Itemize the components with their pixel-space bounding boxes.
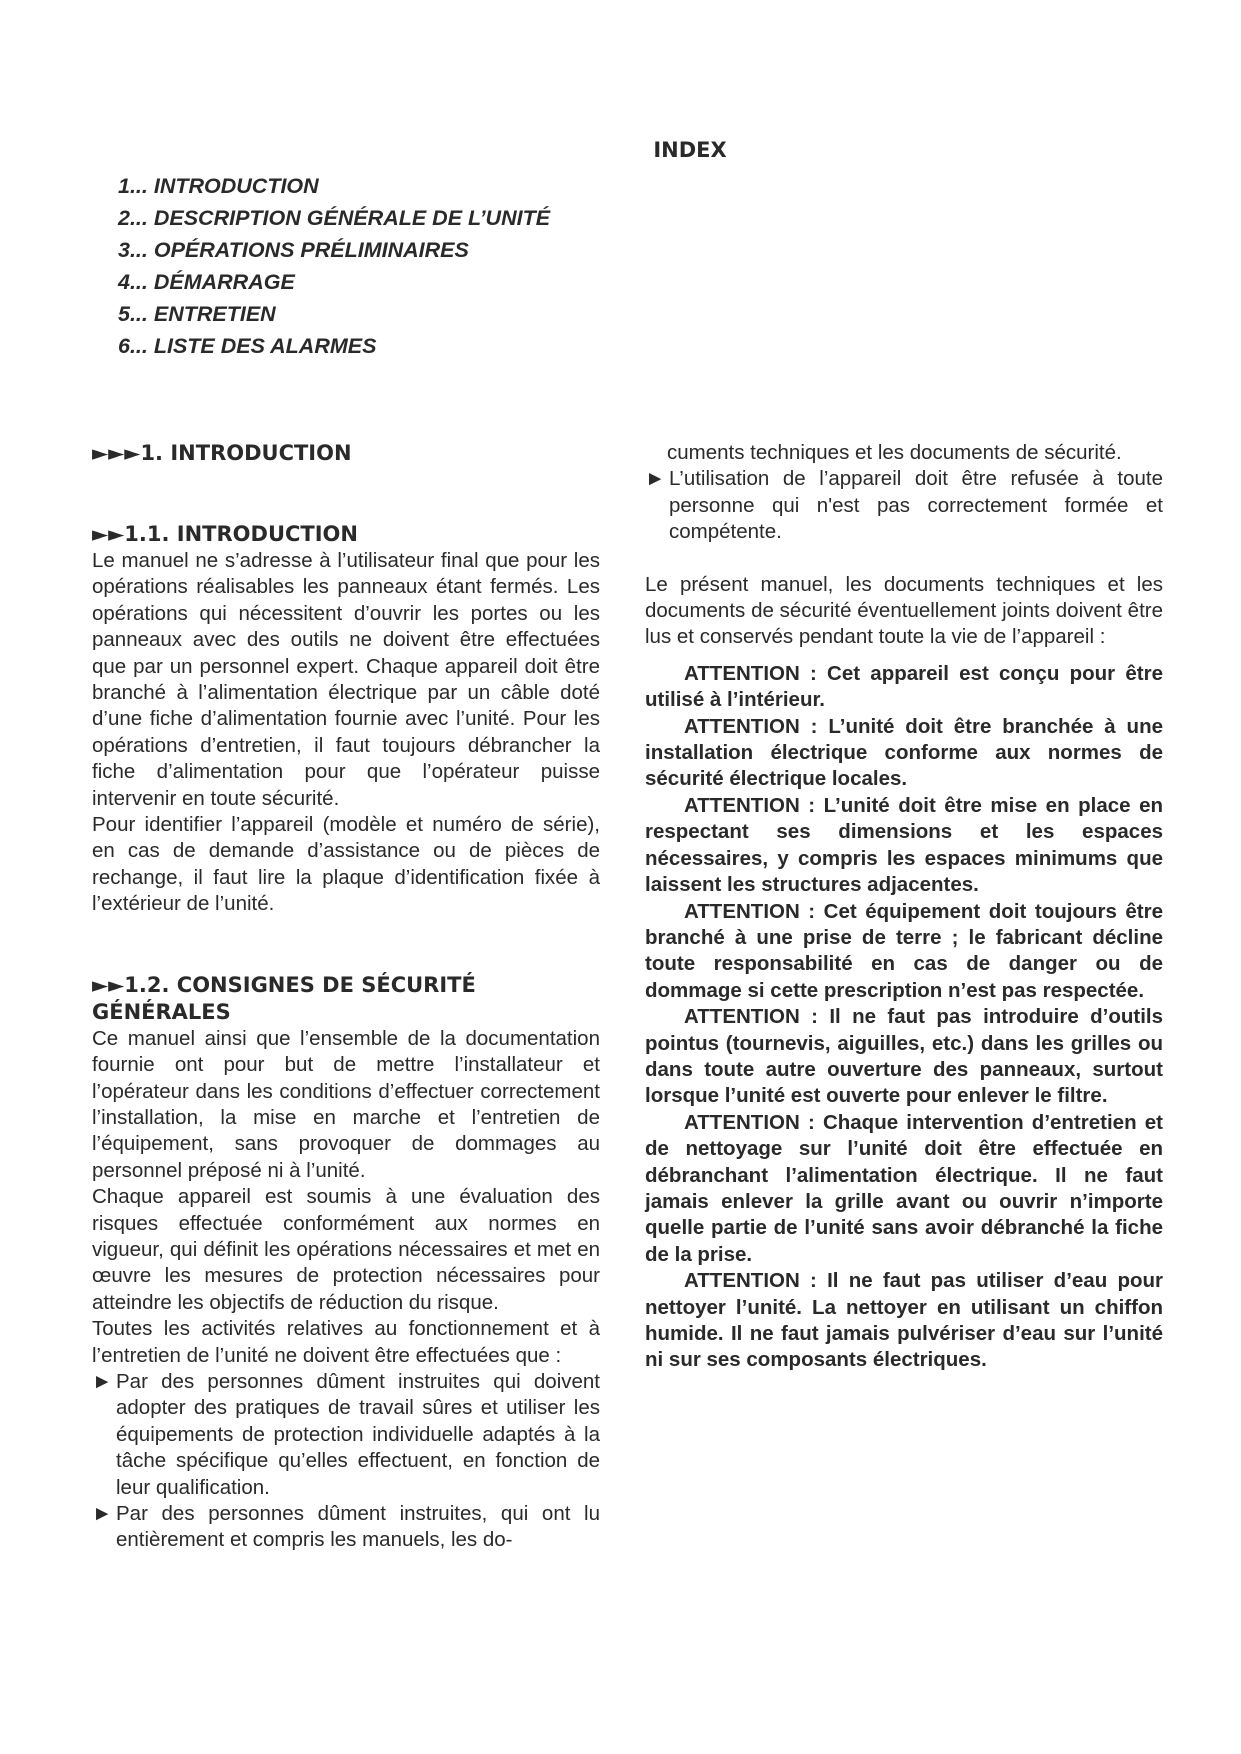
toc-item: 4... DÉMARRAGE bbox=[118, 270, 295, 294]
paragraph: Le présent manuel, les documents techniques et les documents de sécurité éventuellement joints doivent être lus et conservés pendant toute la vie de l’appareil : bbox=[645, 572, 1163, 649]
toc-item: 1... INTRODUCTION bbox=[118, 174, 319, 198]
left-column bbox=[92, 440, 600, 1554]
bullet-text: Par des personnes dûment instruites, qui ont lu entièrement et compris les manuels, les do- bbox=[116, 1502, 600, 1552]
attention-notice: ATTENTION : Il ne faut pas introduire d’outils pointus (tournevis, aiguilles, etc.) dans les grilles ou dans toute autre ouverture des panneaux, surtout lorsque l’unité est ouverte pour enlever le filtre. bbox=[645, 1005, 1163, 1108]
paragraph: Toutes les activités relatives au fonctionnement et à l’entretien de l’unité ne doivent être effectuées que : bbox=[92, 1317, 600, 1367]
paragraph: Pour identifier l’appareil (modèle et numéro de série), en cas de demande d’assistance ou de pièces de rechange, il faut lire la plaque d’identification fixée à l’extérieur de l’unité. bbox=[92, 813, 600, 916]
paragraph: Le manuel ne s’adresse à l’utilisateur final que pour les opérations réalisables les panneaux étant fermés. Les opérations qui nécessitent d’ouvrir les portes ou les panneaux avec des outils ne doivent être effectuées que par un personnel expert. Chaque appareil doit être branché à l’alimentation électrique par un câble doté d’une fiche d’alimentation fournie avec l’unité. Pour les opérations d’entretien, il faut toujours débrancher la fiche d’alimentation pour que l’opérateur puisse intervenir en toute sécurité. bbox=[92, 549, 600, 810]
attention-notice: ATTENTION : Cet appareil est conçu pour être utilisé à l’intérieur. bbox=[645, 661, 1163, 712]
subsection-heading-1-2: ►►1.2. CONSIGNES DE SÉCURITÉ GÉNÉRALES bbox=[92, 972, 476, 1024]
toc-item: 3... OPÉRATIONS PRÉLIMINAIRES bbox=[118, 238, 469, 262]
attention-notice: ATTENTION : L’unité doit être branchée à une installation électrique conforme aux normes de sécurité électrique locales. bbox=[645, 714, 1163, 791]
toc-item: 2... DESCRIPTION GÉNÉRALE DE L’UNITÉ bbox=[118, 206, 551, 230]
bullet-item bbox=[92, 1501, 600, 1554]
bullet-text: Par des personnes dûment instruites qui doivent adopter des pratiques de travail sûres et utiliser les équipements de protection individuelle adaptés à la tâche spécifique qu’elles effectuent, en fonction de leur qualification. bbox=[116, 1369, 600, 1499]
attention-notice: ATTENTION : L’unité doit être mise en place en respectant ses dimensions et les espaces nécessaires, y compris les espaces minimums que laissent les structures adjacentes. bbox=[645, 793, 1163, 897]
toc-item: 6... LISTE DES ALARMES bbox=[118, 334, 377, 358]
bullet-arrow-icon: ► bbox=[92, 1369, 113, 1393]
bullet-item bbox=[92, 1369, 600, 1501]
table-of-contents bbox=[118, 170, 550, 362]
bullet-item bbox=[645, 466, 1163, 545]
index-title: INDEX bbox=[653, 138, 727, 162]
subsection-heading-1-1: ►►1.1. INTRODUCTION bbox=[92, 522, 358, 546]
bullet-arrow-icon: ► bbox=[92, 1502, 113, 1525]
bullet-continuation: cuments techniques et les documents de sécurité. bbox=[667, 441, 1122, 464]
attention-notice: ATTENTION : Il ne faut pas utiliser d’eau pour nettoyer l’unité. La nettoyer en utilisant un chiffon humide. Il ne faut jamais pulvériser d’eau sur l’unité ni sur ses composants électriques. bbox=[645, 1269, 1163, 1372]
attention-notice: ATTENTION : Cet équipement doit toujours être branché à une prise de terre ; le fabricant décline toute responsabilité en cas de danger ou de dommage si cette prescription n’est pas respectée. bbox=[645, 899, 1163, 1002]
right-column bbox=[645, 440, 1163, 1374]
paragraph: Chaque appareil est soumis à une évaluation des risques effectuée conformément aux normes en vigueur, qui définit les opérations nécessaires et met en œuvre les mesures de protection nécessaires pour atteindre les objectifs de réduction du risque. bbox=[92, 1185, 600, 1314]
bullet-text: L’utilisation de l’appareil doit être refusée à toute personne qui n'est pas correctement formée et compétente. bbox=[669, 467, 1163, 544]
toc-item: 5... ENTRETIEN bbox=[118, 302, 276, 326]
section-heading-introduction: ►►►1. INTRODUCTION bbox=[92, 441, 352, 465]
paragraph: Ce manuel ainsi que l’ensemble de la documentation fournie ont pour but de mettre l’installateur et l’opérateur dans les conditions d’effectuer correctement l’installation, la mise en marche et l’entretien de l’équipement, sans provoquer de dommages au personnel préposé ni à l’unité. bbox=[92, 1026, 600, 1182]
bullet-arrow-icon: ► bbox=[645, 467, 666, 491]
attention-notice: ATTENTION : Chaque intervention d’entretien et de nettoyage sur l’unité doit être effectuée en débranchant l’alimentation électrique. Il ne faut jamais enlever la grille avant ou ouvrir n’importe quelle partie de l’unité sans avoir débranché la fiche de la prise. bbox=[645, 1110, 1163, 1266]
